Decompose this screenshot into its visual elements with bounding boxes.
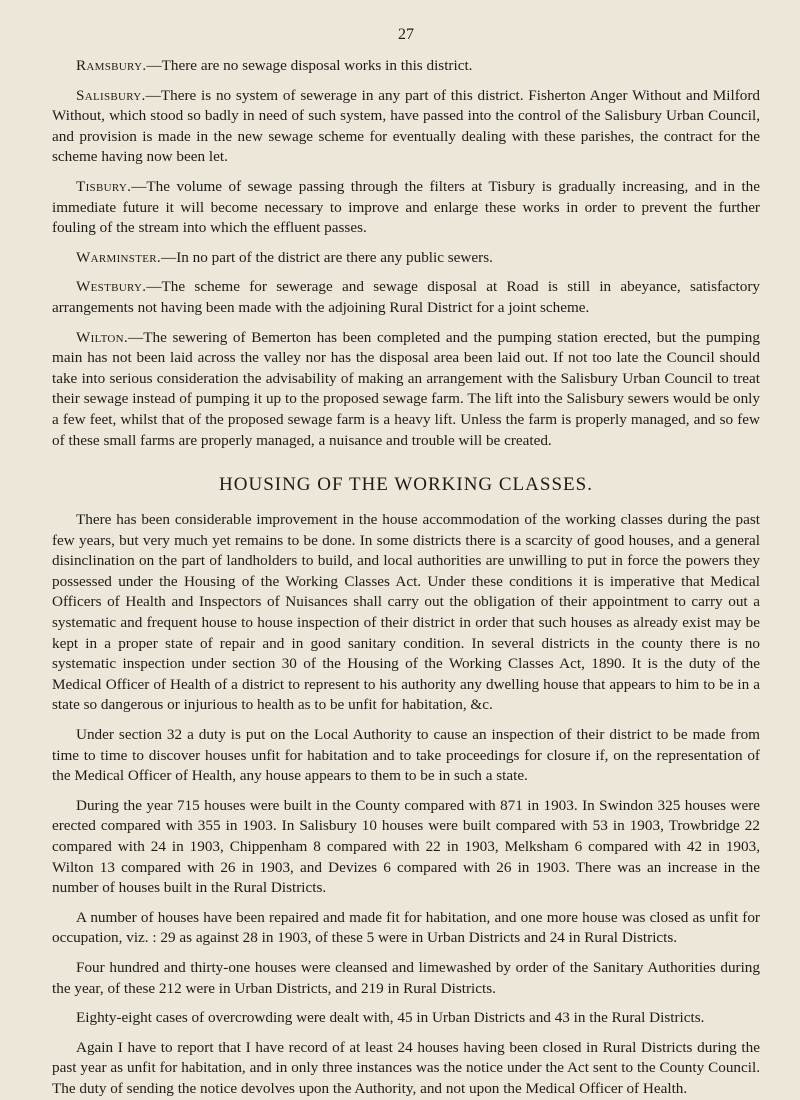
district-text: —The scheme for sewerage and sewage disposal at Road is still in abeyance, satisfactory arrangements not having been made with the adjoining Rural District for a joint scheme.: [52, 278, 760, 316]
district-text: —The sewering of Bemerton has been completed and the pumping station erected, but the pumping main has not been laid across the valley nor has the disposal area been laid out. If not too late the Council should take into serious consideration the advisability of making an arrangement with the Salisbury Urban Council to treat their sewage instead of pumping it up to the proposed sewage farm. The lift into the Salisbury sewers would be only a few feet, whilst that of the proposed sewage farm is a heavy lift. Unless the farm is properly managed, and so few of these small farms are properly managed, a nuisance and trouble will be created.: [52, 328, 760, 449]
housing-paragraph: Four hundred and thirty-one houses were cleansed and limewashed by order of the Sanitary Authorities during the year, of these 212 were in Urban Districts, and 219 in Rural Districts.: [52, 958, 760, 997]
district-name: Westbury.: [76, 278, 147, 296]
housing-paragraph: There has been considerable improvement in the house accommodation of the working classes during the past few years, but very much yet remains to be done. In some districts there is a scarcity of good houses, and a general disinclination on the part of landholders to build, and local authorities are unwilling to put in force the powers they possessed under the Housing of the Working Classes Act. Under these conditions it is imperative that Medical Officers of Health and Inspectors of Nuisances shall carry out the obligation of their appointment to carry out a systematic and frequent house to house inspection of their district in order that such houses as already exist may be kept in a proper state of repair and in good sanitary condition. In several districts in the county there is no systematic inspection under section 30 of the Housing of the Working Classes Act, 1890. It is the duty of the Medical Officer of Health of a district to represent to his authority any dwelling house that appears to him to be in a state so dangerous or injurious to health as to be unfit for habitation, &c.: [52, 511, 760, 714]
section-heading: HOUSING OF THE WORKING CLASSES.: [219, 474, 593, 496]
district-name: Wilton.: [76, 328, 129, 346]
district-paragraph-tisbury: [52, 177, 760, 239]
district-name: Warminster.: [76, 248, 161, 266]
district-text: —There is no system of sewerage in any part of this district. Fisherton Anger Without and Milford Without, which stood so badly in need of such system, have passed into the control of the Salisbury Urban Council, and provision is made in the new sewage scheme for eventually dealing with these parishes, the contract for the scheme having now been let.: [52, 86, 760, 166]
district-paragraph-salisbury: [52, 86, 760, 168]
page-number: 27: [398, 26, 414, 43]
district-name: Tisbury.: [76, 177, 132, 195]
district-paragraph-wilton: [52, 328, 760, 452]
district-paragraph-westbury: [52, 277, 760, 318]
district-name: Salisbury.: [76, 86, 146, 104]
housing-paragraph: During the year 715 houses were built in the County compared with 871 in 1903. In Swindon 325 houses were erected compared with 355 in 1903. In Salisbury 10 houses were built compared with 53 in 1903, Trowbridge 22 compared with 24 in 1903, Chippenham 8 compared with 22 in 1903, Melksham 6 compared with 42 in 1903, Wilton 13 compared with 26 in 1903, and Devizes 6 compared with 26 in 1903. There was an increase in the number of houses built in the Rural Districts.: [52, 796, 760, 897]
district-paragraph-warminster: [52, 248, 760, 269]
district-text: —In no part of the district are there any public sewers.: [161, 248, 493, 266]
district-text: —There are no sewage disposal works in this district.: [146, 57, 473, 74]
district-name: Ramsbury.: [76, 57, 147, 74]
district-paragraph-ramsbury: [52, 56, 760, 77]
housing-paragraph: Under section 32 a duty is put on the Local Authority to cause an inspection of their district to be made from time to time to discover houses unfit for habitation and to take proceedings for closure if, on the representation of the Medical Officer of Health, any house appears to them to be in such a state.: [52, 726, 760, 785]
housing-paragraph: A number of houses have been repaired and made fit for habitation, and one more house was closed as unfit for occupation, viz. : 29 as against 28 in 1903, of these 5 were in Urban Districts and 24 in Rural Districts.: [52, 908, 760, 947]
housing-paragraph: Eighty-eight cases of overcrowding were dealt with, 45 in Urban Districts and 43 in the Rural Districts.: [76, 1009, 705, 1027]
housing-paragraph: Again I have to report that I have record of at least 24 houses having been closed in Rural Districts during the past year as unfit for habitation, and in only three instances was the notice under the Act sent to the County Council. The duty of sending the notice devolves upon the Authority, and not upon the Medical Officer of Health.: [52, 1038, 760, 1097]
district-text: —The volume of sewage passing through the filters at Tisbury is gradually increasing, and in the immediate future it will become necessary to improve and enlarge these works in order to prevent the further fouling of the stream into which the effluent passes.: [52, 177, 760, 237]
